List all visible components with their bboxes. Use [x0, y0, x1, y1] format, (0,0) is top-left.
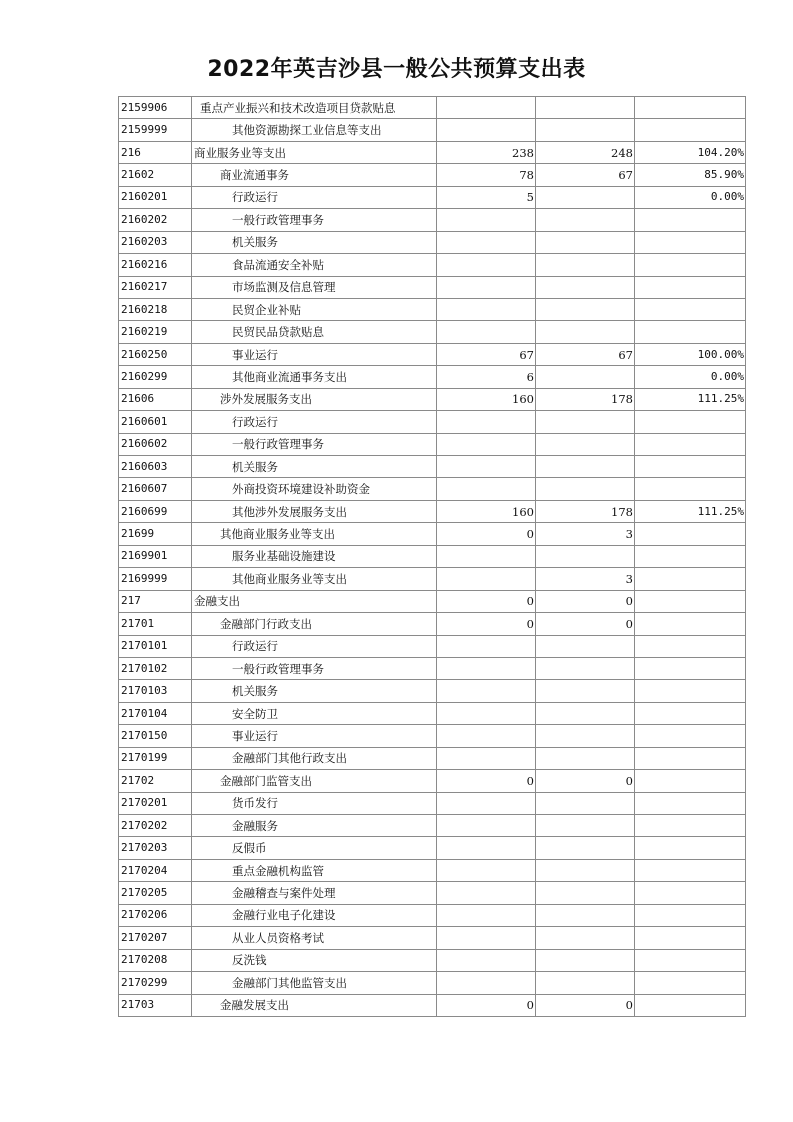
prior-value-cell — [437, 119, 536, 141]
name-cell: 行政运行 — [192, 411, 437, 433]
code-cell: 2160699 — [119, 500, 192, 522]
table-row — [119, 837, 746, 859]
code-cell: 2170203 — [119, 837, 192, 859]
table-row — [119, 141, 746, 163]
percent-cell: 111.25% — [635, 388, 746, 410]
percent-cell: 0.00% — [635, 366, 746, 388]
code-cell: 21606 — [119, 388, 192, 410]
table-row — [119, 747, 746, 769]
name-cell: 其他商业服务业等支出 — [192, 523, 437, 545]
prior-value-cell: 160 — [437, 500, 536, 522]
current-value-cell: 0 — [536, 770, 635, 792]
table-row — [119, 949, 746, 971]
code-cell: 21702 — [119, 770, 192, 792]
table-row — [119, 702, 746, 724]
percent-cell — [635, 725, 746, 747]
name-cell: 民贸民品贷款贴息 — [192, 321, 437, 343]
percent-cell — [635, 837, 746, 859]
current-value-cell: 178 — [536, 500, 635, 522]
prior-value-cell — [437, 568, 536, 590]
table-row — [119, 388, 746, 410]
name-cell: 金融行业电子化建设 — [192, 904, 437, 926]
current-value-cell — [536, 119, 635, 141]
code-cell: 2160201 — [119, 186, 192, 208]
percent-cell — [635, 882, 746, 904]
current-value-cell: 3 — [536, 523, 635, 545]
prior-value-cell — [437, 97, 536, 119]
name-cell: 其他商业服务业等支出 — [192, 568, 437, 590]
prior-value-cell — [437, 725, 536, 747]
code-cell: 2159906 — [119, 97, 192, 119]
code-cell: 2160217 — [119, 276, 192, 298]
current-value-cell: 67 — [536, 343, 635, 365]
current-value-cell — [536, 478, 635, 500]
prior-value-cell: 238 — [437, 141, 536, 163]
percent-cell — [635, 927, 746, 949]
prior-value-cell — [437, 702, 536, 724]
name-cell: 市场监测及信息管理 — [192, 276, 437, 298]
prior-value-cell: 160 — [437, 388, 536, 410]
percent-cell — [635, 949, 746, 971]
prior-value-cell — [437, 545, 536, 567]
table-row — [119, 972, 746, 994]
code-cell: 21701 — [119, 613, 192, 635]
table-row — [119, 231, 746, 253]
prior-value-cell — [437, 792, 536, 814]
percent-cell — [635, 657, 746, 679]
percent-cell — [635, 433, 746, 455]
name-cell: 金融发展支出 — [192, 994, 437, 1016]
current-value-cell — [536, 411, 635, 433]
percent-cell — [635, 994, 746, 1016]
name-cell: 事业运行 — [192, 343, 437, 365]
prior-value-cell: 78 — [437, 164, 536, 186]
name-cell: 反洗钱 — [192, 949, 437, 971]
code-cell: 2169999 — [119, 568, 192, 590]
current-value-cell — [536, 298, 635, 320]
table-row — [119, 500, 746, 522]
current-value-cell — [536, 209, 635, 231]
name-cell: 金融部门其他监管支出 — [192, 972, 437, 994]
prior-value-cell — [437, 456, 536, 478]
table-row — [119, 321, 746, 343]
code-cell: 21699 — [119, 523, 192, 545]
current-value-cell — [536, 747, 635, 769]
code-cell: 2170204 — [119, 859, 192, 881]
current-value-cell — [536, 433, 635, 455]
name-cell: 重点金融机构监管 — [192, 859, 437, 881]
name-cell: 外商投资环境建设补助资金 — [192, 478, 437, 500]
table-row — [119, 815, 746, 837]
prior-value-cell: 0 — [437, 523, 536, 545]
percent-cell — [635, 209, 746, 231]
budget-table-body — [119, 97, 746, 1017]
table-row — [119, 254, 746, 276]
name-cell: 金融部门监管支出 — [192, 770, 437, 792]
current-value-cell — [536, 456, 635, 478]
prior-value-cell: 5 — [437, 186, 536, 208]
prior-value-cell — [437, 231, 536, 253]
prior-value-cell: 0 — [437, 770, 536, 792]
current-value-cell — [536, 882, 635, 904]
code-cell: 2170102 — [119, 657, 192, 679]
name-cell: 其他商业流通事务支出 — [192, 366, 437, 388]
prior-value-cell — [437, 904, 536, 926]
name-cell: 商业流通事务 — [192, 164, 437, 186]
name-cell: 一般行政管理事务 — [192, 657, 437, 679]
code-cell: 2160218 — [119, 298, 192, 320]
table-row — [119, 366, 746, 388]
name-cell: 金融部门其他行政支出 — [192, 747, 437, 769]
prior-value-cell — [437, 635, 536, 657]
current-value-cell — [536, 657, 635, 679]
table-row — [119, 904, 746, 926]
current-value-cell: 248 — [536, 141, 635, 163]
current-value-cell — [536, 97, 635, 119]
percent-cell — [635, 747, 746, 769]
code-cell: 21703 — [119, 994, 192, 1016]
current-value-cell: 178 — [536, 388, 635, 410]
code-cell: 21602 — [119, 164, 192, 186]
table-row — [119, 859, 746, 881]
percent-cell: 100.00% — [635, 343, 746, 365]
name-cell: 重点产业振兴和技术改造项目贷款贴息 — [192, 97, 437, 119]
table-row — [119, 433, 746, 455]
code-cell: 2160603 — [119, 456, 192, 478]
percent-cell — [635, 568, 746, 590]
code-cell: 2160601 — [119, 411, 192, 433]
current-value-cell — [536, 904, 635, 926]
table-row — [119, 657, 746, 679]
current-value-cell: 0 — [536, 994, 635, 1016]
code-cell: 2160203 — [119, 231, 192, 253]
percent-cell: 104.20% — [635, 141, 746, 163]
table-row — [119, 770, 746, 792]
name-cell: 其他资源勘探工业信息等支出 — [192, 119, 437, 141]
name-cell: 机关服务 — [192, 680, 437, 702]
code-cell: 217 — [119, 590, 192, 612]
table-row — [119, 792, 746, 814]
percent-cell: 111.25% — [635, 500, 746, 522]
table-row — [119, 545, 746, 567]
percent-cell — [635, 545, 746, 567]
percent-cell — [635, 523, 746, 545]
table-row — [119, 164, 746, 186]
percent-cell — [635, 97, 746, 119]
name-cell: 一般行政管理事务 — [192, 433, 437, 455]
table-row — [119, 411, 746, 433]
current-value-cell — [536, 276, 635, 298]
percent-cell — [635, 298, 746, 320]
prior-value-cell — [437, 972, 536, 994]
code-cell: 2160602 — [119, 433, 192, 455]
name-cell: 金融支出 — [192, 590, 437, 612]
current-value-cell — [536, 545, 635, 567]
prior-value-cell — [437, 411, 536, 433]
code-cell: 2160250 — [119, 343, 192, 365]
code-cell: 2170201 — [119, 792, 192, 814]
table-row — [119, 343, 746, 365]
current-value-cell: 0 — [536, 613, 635, 635]
current-value-cell — [536, 702, 635, 724]
table-row — [119, 298, 746, 320]
current-value-cell — [536, 725, 635, 747]
table-row — [119, 680, 746, 702]
prior-value-cell — [437, 837, 536, 859]
table-row — [119, 882, 746, 904]
table-row — [119, 456, 746, 478]
percent-cell — [635, 231, 746, 253]
table-row — [119, 97, 746, 119]
percent-cell — [635, 635, 746, 657]
prior-value-cell — [437, 276, 536, 298]
name-cell: 行政运行 — [192, 186, 437, 208]
table-row — [119, 590, 746, 612]
prior-value-cell — [437, 433, 536, 455]
current-value-cell: 0 — [536, 590, 635, 612]
table-row — [119, 523, 746, 545]
name-cell: 机关服务 — [192, 456, 437, 478]
prior-value-cell — [437, 882, 536, 904]
prior-value-cell — [437, 859, 536, 881]
current-value-cell: 67 — [536, 164, 635, 186]
percent-cell — [635, 254, 746, 276]
percent-cell — [635, 411, 746, 433]
prior-value-cell — [437, 815, 536, 837]
current-value-cell — [536, 859, 635, 881]
prior-value-cell: 0 — [437, 590, 536, 612]
current-value-cell — [536, 949, 635, 971]
prior-value-cell — [437, 949, 536, 971]
table-row — [119, 994, 746, 1016]
code-cell: 2170103 — [119, 680, 192, 702]
current-value-cell — [536, 837, 635, 859]
prior-value-cell: 0 — [437, 613, 536, 635]
table-row — [119, 209, 746, 231]
percent-cell — [635, 904, 746, 926]
code-cell: 2170104 — [119, 702, 192, 724]
table-row — [119, 613, 746, 635]
table-row — [119, 119, 746, 141]
current-value-cell — [536, 635, 635, 657]
percent-cell: 85.90% — [635, 164, 746, 186]
prior-value-cell — [437, 747, 536, 769]
code-cell: 2160202 — [119, 209, 192, 231]
percent-cell — [635, 859, 746, 881]
name-cell: 涉外发展服务支出 — [192, 388, 437, 410]
percent-cell — [635, 770, 746, 792]
code-cell: 2170206 — [119, 904, 192, 926]
name-cell: 反假币 — [192, 837, 437, 859]
code-cell: 2169901 — [119, 545, 192, 567]
percent-cell — [635, 815, 746, 837]
current-value-cell — [536, 186, 635, 208]
current-value-cell — [536, 254, 635, 276]
code-cell: 2170150 — [119, 725, 192, 747]
percent-cell — [635, 702, 746, 724]
prior-value-cell: 67 — [437, 343, 536, 365]
percent-cell — [635, 680, 746, 702]
table-row — [119, 478, 746, 500]
table-row — [119, 927, 746, 949]
name-cell: 安全防卫 — [192, 702, 437, 724]
percent-cell — [635, 478, 746, 500]
code-cell: 2170208 — [119, 949, 192, 971]
percent-cell — [635, 456, 746, 478]
percent-cell — [635, 613, 746, 635]
table-row — [119, 725, 746, 747]
percent-cell: 0.00% — [635, 186, 746, 208]
name-cell: 食品流通安全补贴 — [192, 254, 437, 276]
percent-cell — [635, 792, 746, 814]
current-value-cell — [536, 321, 635, 343]
name-cell: 民贸企业补贴 — [192, 298, 437, 320]
table-row — [119, 276, 746, 298]
code-cell: 2170101 — [119, 635, 192, 657]
code-cell: 2170299 — [119, 972, 192, 994]
table-row — [119, 568, 746, 590]
percent-cell — [635, 590, 746, 612]
name-cell: 事业运行 — [192, 725, 437, 747]
name-cell: 金融稽查与案件处理 — [192, 882, 437, 904]
current-value-cell — [536, 231, 635, 253]
percent-cell — [635, 972, 746, 994]
code-cell: 2170199 — [119, 747, 192, 769]
code-cell: 2160219 — [119, 321, 192, 343]
prior-value-cell — [437, 321, 536, 343]
name-cell: 货币发行 — [192, 792, 437, 814]
table-row — [119, 635, 746, 657]
code-cell: 2160216 — [119, 254, 192, 276]
code-cell: 2160607 — [119, 478, 192, 500]
code-cell: 2170202 — [119, 815, 192, 837]
name-cell: 商业服务业等支出 — [192, 141, 437, 163]
current-value-cell — [536, 680, 635, 702]
code-cell: 2170205 — [119, 882, 192, 904]
page-title: 2022年英吉沙县一般公共预算支出表 — [207, 57, 586, 82]
prior-value-cell — [437, 657, 536, 679]
prior-value-cell — [437, 254, 536, 276]
name-cell: 一般行政管理事务 — [192, 209, 437, 231]
prior-value-cell: 6 — [437, 366, 536, 388]
budget-table — [118, 96, 746, 1017]
percent-cell — [635, 119, 746, 141]
prior-value-cell — [437, 298, 536, 320]
current-value-cell — [536, 792, 635, 814]
current-value-cell — [536, 366, 635, 388]
prior-value-cell — [437, 680, 536, 702]
code-cell: 216 — [119, 141, 192, 163]
name-cell: 其他涉外发展服务支出 — [192, 500, 437, 522]
percent-cell — [635, 276, 746, 298]
prior-value-cell — [437, 478, 536, 500]
name-cell: 服务业基础设施建设 — [192, 545, 437, 567]
current-value-cell: 3 — [536, 568, 635, 590]
current-value-cell — [536, 972, 635, 994]
table-row — [119, 186, 746, 208]
current-value-cell — [536, 927, 635, 949]
prior-value-cell — [437, 209, 536, 231]
code-cell: 2159999 — [119, 119, 192, 141]
name-cell: 行政运行 — [192, 635, 437, 657]
current-value-cell — [536, 815, 635, 837]
prior-value-cell — [437, 927, 536, 949]
percent-cell — [635, 321, 746, 343]
prior-value-cell: 0 — [437, 994, 536, 1016]
name-cell: 从业人员资格考试 — [192, 927, 437, 949]
name-cell: 金融部门行政支出 — [192, 613, 437, 635]
name-cell: 金融服务 — [192, 815, 437, 837]
code-cell: 2160299 — [119, 366, 192, 388]
name-cell: 机关服务 — [192, 231, 437, 253]
code-cell: 2170207 — [119, 927, 192, 949]
